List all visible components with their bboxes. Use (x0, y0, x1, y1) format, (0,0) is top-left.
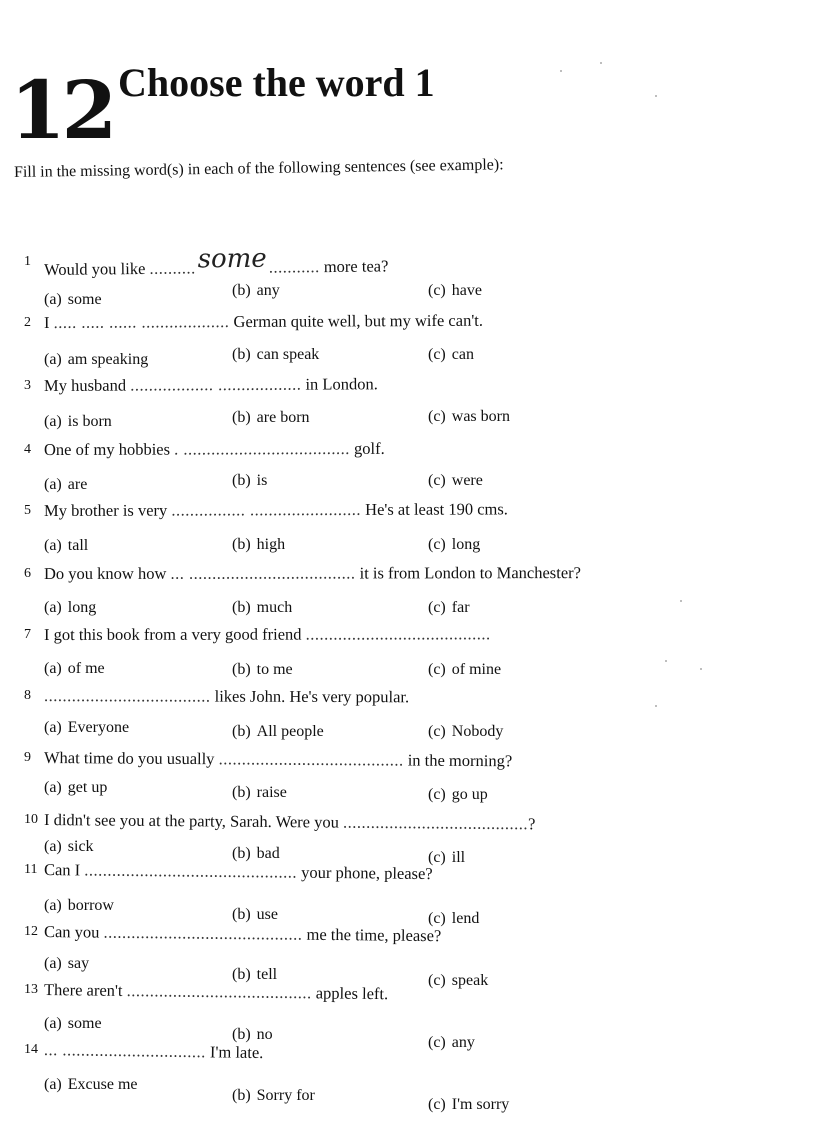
answer-blank[interactable]: ... .................................... (170, 563, 356, 583)
handwritten-answer: some (197, 243, 267, 275)
option-text: were (451, 472, 483, 489)
question-number: 4 (24, 442, 31, 457)
option-label: (b) (232, 845, 251, 862)
scan-speck (655, 95, 657, 97)
option-label: (c) (428, 723, 446, 740)
option-label: (c) (428, 599, 446, 616)
option-text: tell (256, 966, 278, 983)
question-stem (44, 374, 378, 396)
option-b[interactable] (232, 1087, 315, 1105)
option-text: lend (451, 910, 480, 927)
option-label: (c) (428, 910, 446, 927)
scan-speck (700, 668, 702, 670)
option-text: far (451, 599, 470, 616)
option-label: (a) (44, 351, 62, 368)
question-stem (44, 311, 483, 333)
option-text: no (256, 1026, 273, 1043)
option-text: Nobody (451, 723, 504, 740)
option-text: speak (451, 972, 489, 989)
question-number: 1 (24, 254, 31, 269)
question-text: What time do you usually (43, 748, 219, 769)
option-label: (c) (428, 1034, 446, 1051)
question-number: 8 (24, 688, 31, 703)
question-stem (44, 499, 508, 521)
question-stem (44, 439, 385, 460)
question-number: 6 (24, 566, 31, 581)
option-text: any (451, 1034, 475, 1051)
option-text: ill (451, 849, 466, 866)
option-text: borrow (67, 897, 114, 914)
option-label: (c) (428, 972, 446, 989)
option-text: long (451, 536, 481, 553)
page-title: Choose the word 1 (118, 60, 435, 105)
option-text: raise (256, 784, 287, 801)
option-label: (a) (44, 660, 62, 677)
option-label: (c) (428, 408, 446, 425)
option-a[interactable] (44, 291, 102, 309)
option-label: (b) (232, 966, 251, 983)
option-label: (c) (428, 661, 446, 678)
scan-speck (560, 70, 562, 72)
option-b[interactable] (232, 845, 280, 863)
option-label: (c) (428, 849, 446, 866)
option-label: (a) (44, 413, 62, 430)
option-text: much (256, 599, 293, 616)
option-label: (b) (232, 1026, 251, 1043)
option-text: was born (451, 408, 510, 425)
option-label: (b) (232, 723, 251, 740)
question-text: Can I (43, 860, 85, 880)
option-a[interactable] (44, 599, 96, 617)
option-label: (c) (428, 786, 446, 803)
question-number: 2 (24, 315, 31, 330)
question-text: I'm late. (205, 1042, 264, 1063)
option-text: can (451, 346, 474, 363)
option-text: of mine (451, 661, 502, 678)
option-a[interactable] (44, 351, 148, 369)
option-a[interactable] (44, 779, 107, 797)
answer-blank[interactable]: ..... ..... ...... ................... (53, 312, 230, 332)
scan-speck (655, 705, 657, 707)
scan-speck (680, 600, 682, 602)
option-text: are born (256, 409, 310, 426)
option-a[interactable] (44, 660, 105, 678)
question-stem (44, 563, 581, 584)
answer-blank[interactable]: .......... (149, 258, 196, 278)
option-text: some (67, 291, 102, 308)
option-text: Sorry for (256, 1087, 315, 1104)
option-a[interactable] (44, 476, 87, 494)
option-a[interactable] (44, 537, 88, 555)
option-b[interactable] (232, 536, 285, 554)
question-text: ? (527, 814, 536, 834)
option-label: (a) (44, 599, 62, 616)
option-c[interactable] (428, 786, 488, 804)
option-b[interactable] (232, 346, 319, 364)
question-number: 12 (24, 924, 38, 939)
option-c[interactable] (428, 972, 488, 990)
option-text: high (256, 536, 286, 553)
option-label: (a) (44, 1076, 62, 1093)
question-stem (44, 1040, 264, 1063)
answer-blank[interactable]: ........................................ (305, 624, 491, 644)
option-b[interactable] (232, 966, 277, 984)
option-b[interactable] (232, 723, 324, 741)
question-text: I got this book from a very good friend (43, 624, 306, 644)
question-stem (44, 922, 441, 946)
option-text: tall (67, 537, 89, 554)
question-number: 3 (24, 378, 31, 393)
question-text: in the morning? (403, 750, 513, 771)
question-stem (43, 243, 389, 282)
option-a[interactable] (44, 838, 94, 856)
question-text: He's at least 190 cms. (360, 499, 508, 519)
option-b[interactable] (232, 472, 267, 490)
question-number: 14 (24, 1042, 38, 1057)
option-text: is (256, 472, 268, 489)
option-text: are (67, 476, 88, 493)
question-number: 13 (24, 982, 38, 997)
option-a[interactable] (44, 1015, 102, 1033)
option-c[interactable] (428, 408, 510, 426)
answer-blank[interactable]: ... ............................... (43, 1040, 206, 1062)
answer-blank[interactable]: ................ ........................ (171, 499, 362, 520)
option-text: go up (451, 786, 488, 803)
option-text: Excuse me (67, 1076, 138, 1093)
question-text: Can you (43, 922, 104, 942)
option-label: (b) (232, 906, 251, 923)
question-number: 5 (24, 503, 31, 518)
option-label: (b) (232, 409, 251, 426)
option-a[interactable] (44, 897, 114, 915)
question-text: apples left. (311, 983, 389, 1004)
answer-blank[interactable]: . .................................... (174, 438, 350, 459)
option-label: (c) (428, 472, 446, 489)
unit-number: 12 (10, 63, 114, 157)
option-text: I'm sorry (451, 1096, 510, 1113)
question-text: likes John. He's very popular. (210, 686, 410, 707)
option-c[interactable] (428, 346, 474, 364)
question-text: My brother is very (43, 500, 172, 520)
question-text: golf. (349, 438, 385, 458)
option-label: (a) (44, 955, 62, 972)
option-label: (b) (232, 282, 251, 299)
option-c[interactable] (428, 661, 501, 679)
option-text: of me (67, 660, 105, 677)
option-text: any (256, 282, 280, 299)
option-label: (a) (44, 537, 62, 554)
question-text: more tea? (319, 256, 389, 277)
option-a[interactable] (44, 719, 129, 737)
option-label: (b) (232, 784, 251, 801)
question-stem (44, 686, 409, 707)
option-b[interactable] (232, 599, 292, 617)
answer-blank[interactable]: .................. .................. (130, 374, 302, 395)
option-text: some (67, 1015, 102, 1032)
option-label: (b) (232, 599, 251, 616)
option-label: (c) (428, 282, 446, 299)
option-text: get up (67, 779, 108, 796)
option-label: (b) (232, 536, 251, 553)
option-c[interactable] (428, 1096, 509, 1114)
option-b[interactable] (232, 784, 287, 802)
option-label: (b) (232, 661, 251, 678)
option-label: (a) (44, 779, 62, 796)
question-text: There aren't (43, 980, 127, 1001)
option-a[interactable] (44, 955, 89, 973)
option-text: say (67, 955, 90, 972)
question-stem (44, 748, 512, 771)
option-text: Everyone (67, 719, 130, 736)
question-text: One of my hobbies (43, 439, 175, 459)
option-label: (a) (44, 719, 62, 736)
question-number: 10 (24, 812, 38, 827)
question-text: I didn't see you at the party, Sarah. Were you (43, 810, 344, 832)
question-text: Would you like (43, 258, 150, 279)
question-text: German quite well, but my wife can't. (229, 310, 484, 332)
option-text: long (67, 599, 97, 616)
option-b[interactable] (232, 661, 293, 679)
answer-blank[interactable]: .............................................. (84, 860, 298, 882)
option-label: (c) (428, 1096, 446, 1113)
option-label: (a) (44, 291, 62, 308)
scan-speck (600, 62, 602, 64)
answer-blank[interactable]: ........................................... (103, 922, 303, 944)
answer-blank[interactable]: ........................................ (218, 749, 404, 770)
question-text: me the time, please? (302, 924, 442, 946)
option-label: (b) (232, 346, 251, 363)
question-text: it is from London to Manchester? (355, 563, 581, 583)
option-text: All people (256, 723, 324, 740)
option-c[interactable] (428, 723, 503, 741)
question-stem (44, 810, 535, 834)
option-text: use (256, 906, 278, 923)
option-a[interactable] (44, 413, 112, 431)
answer-blank[interactable]: .................................... (43, 686, 211, 706)
answer-blank[interactable]: ........................................ (342, 812, 529, 834)
question-text: I (43, 312, 54, 332)
option-c[interactable] (428, 599, 470, 617)
option-b[interactable] (232, 906, 278, 924)
scan-speck (665, 660, 667, 662)
question-text: your phone, please? (296, 862, 433, 884)
instructions: Fill in the missing word(s) in each of the following sentences (see example): (13, 156, 504, 181)
question-text: in London. (301, 374, 378, 394)
option-text: am speaking (67, 351, 149, 368)
option-b[interactable] (232, 409, 310, 427)
question-stem (44, 624, 491, 645)
option-a[interactable] (44, 1076, 138, 1094)
question-stem (44, 860, 433, 884)
question-stem (44, 980, 388, 1004)
answer-blank[interactable]: ........................................ (126, 981, 312, 1003)
option-c[interactable] (428, 472, 483, 490)
option-label: (c) (428, 536, 446, 553)
option-b[interactable] (232, 282, 280, 300)
option-c[interactable] (428, 536, 480, 554)
question-text: My husband (43, 375, 131, 395)
option-label: (a) (44, 1015, 62, 1032)
option-text: is born (67, 413, 112, 430)
option-label: (a) (44, 838, 62, 855)
option-text: to me (256, 661, 293, 678)
option-label: (b) (232, 1087, 251, 1104)
option-c[interactable] (428, 1034, 475, 1052)
question-number: 9 (24, 750, 31, 765)
option-text: bad (256, 845, 280, 862)
option-text: sick (67, 838, 94, 855)
option-label: (a) (44, 897, 62, 914)
option-label: (c) (428, 346, 446, 363)
question-text: Do you know how (43, 563, 171, 583)
option-text: can speak (256, 346, 320, 363)
question-number: 11 (24, 862, 38, 877)
option-text: have (451, 282, 482, 299)
answer-blank[interactable]: ........... (268, 257, 320, 277)
question-number: 7 (24, 627, 31, 642)
option-b[interactable] (232, 1026, 273, 1044)
option-c[interactable] (428, 849, 465, 867)
option-c[interactable] (428, 282, 482, 300)
option-label: (b) (232, 472, 251, 489)
option-label: (a) (44, 476, 62, 493)
